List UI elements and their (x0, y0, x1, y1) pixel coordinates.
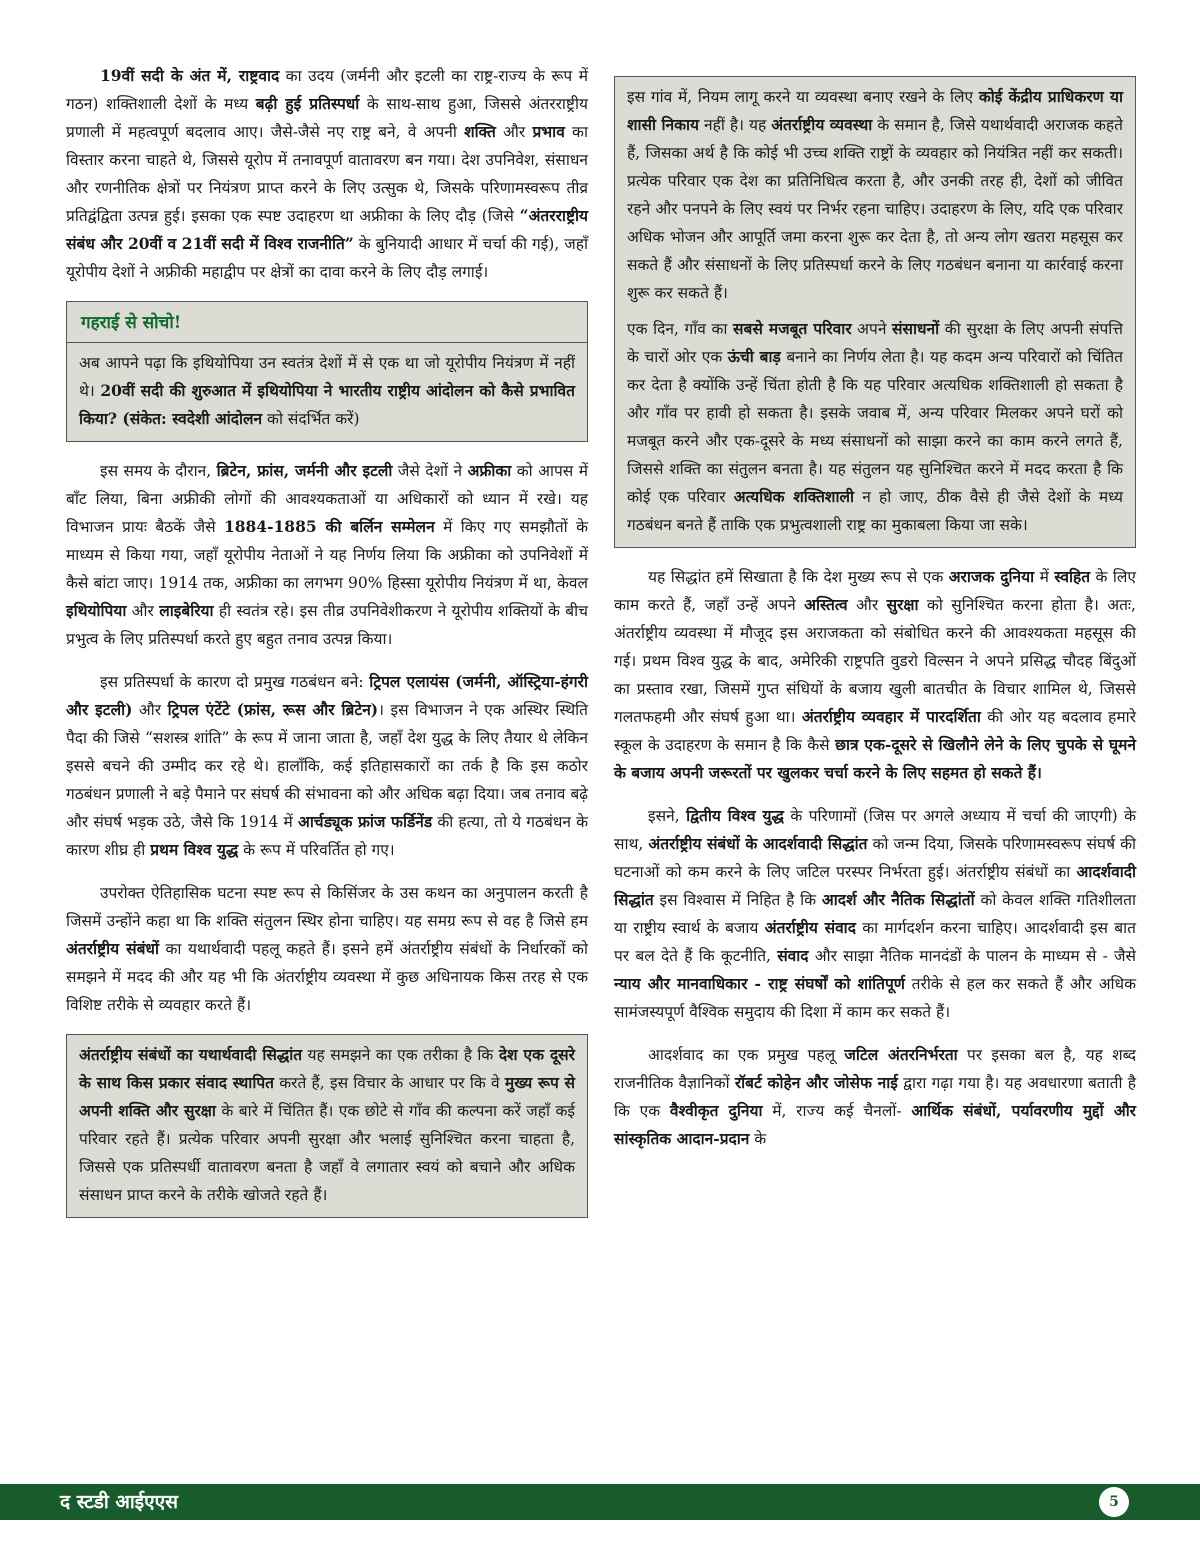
bold-phrase: आदर्श और नैतिक सिद्धांतों (821, 890, 975, 909)
bold-phrase: ट्रिपल एंटेंटे (फ्रांस, रूस और ब्रिटेन) (167, 700, 379, 719)
para-interdependence (614, 1041, 1136, 1153)
bold-phrase: अंतर्राष्ट्रीय संबंधों (66, 939, 159, 958)
bold-phrase: शक्ति (464, 122, 496, 141)
para-kissinger (66, 879, 588, 1019)
bold-phrase: अस्तित्व (804, 595, 848, 614)
para-africa-partition (66, 457, 588, 653)
text-run: और (847, 596, 887, 614)
left-column (66, 62, 588, 1233)
text-run: न हो जाए, ठीक वैसे ही जैसे देशों के मध्य गठबंधन बनते हैं ताकि एक प्रभुत्वशाली राष्ट्र का मुकाबला किया जा सके। (627, 488, 1124, 534)
text-run: इस समय के दौरान, (100, 462, 217, 480)
text-run: और साझा नैतिक मानदंडों के पालन के माध्यम से - जैसे (808, 947, 1137, 965)
bold-phrase: आर्थिक संबंधों, पर्यावरणीय मुद्दों और सांस्कृतिक आदान-प्रदान (614, 1101, 1137, 1148)
bold-phrase: न्याय और मानवाधिकार - राष्ट्र संघर्षों को शांतिपूर्ण (614, 974, 905, 993)
bold-phrase: सबसे मजबूत परिवार (733, 319, 852, 338)
text-run: की ओर यह बदलाव हमारे स्कूल के उदाहरण के समान है कि कैसे (614, 708, 1136, 754)
text-run: एक दिन, गाँव का (627, 320, 733, 338)
text-run: इस प्रतिस्पर्धा के कारण दो प्रमुख गठबंधन बने: (100, 673, 370, 691)
bold-phrase: 20वीं सदी की शुरुआत में इथियोपिया ने भारतीय राष्ट्रीय आंदोलन को कैसे प्रभावित किया? (संकेत: स्वदेशी आंदोलन (79, 381, 575, 428)
para-alliances (66, 668, 588, 864)
text-run: इसने, (648, 807, 687, 825)
text-run: यह समझने का एक तरीका है कि (302, 1046, 499, 1064)
page-number: 5 (1099, 1487, 1129, 1517)
footer-bar (0, 1484, 1200, 1520)
bold-phrase: अंतर्राष्ट्रीय व्यवस्था (771, 115, 873, 134)
text-run: द्वारा गढ़ा गया है। यह अवधारणा बताती है कि एक (614, 1074, 1136, 1120)
think-deeper-title: गहराई से सोचो! (67, 308, 587, 343)
bold-phrase: ब्रिटेन, फ्रांस, जर्मनी और इटली (216, 461, 393, 480)
bold-phrase: आदर्शवादी सिद्धांत (614, 862, 1136, 909)
village-para-1 (627, 83, 1123, 307)
text-run: के (749, 1130, 767, 1148)
bold-phrase: आर्चड्यूक फ्रांज फर्डिनेंड (297, 812, 433, 831)
village-analogy-box (614, 76, 1136, 548)
text-run: अपने (851, 320, 893, 338)
text-run: का उदय (जर्मनी और इटली का राष्ट्र-राज्य के रूप में गठन) शक्तिशाली देशों के मध्य (66, 67, 588, 113)
text-run: के बारे में चिंतित हैं। एक छोटे से गाँव की कल्पना करें जहाँ कई परिवार रहते हैं। प्रत्येक परिवार अपनी सुरक्षा और भलाई सुनिश्चित करना चाहता है, जिससे एक प्रतिस्पर्धी वातावरण बनता है जहाँ वे लगातार स्वयं को बचाने और अधिक संसाधन प्राप्त करने के तरीके खोजते रहते हैं। (79, 1102, 575, 1204)
bold-phrase: संवाद (777, 946, 809, 965)
text-run: की हत्या, तो ये गठबंधन के कारण शीघ्र ही (66, 813, 588, 859)
bold-phrase: सुरक्षा (886, 595, 919, 614)
think-deeper-box (66, 301, 588, 442)
text-run: इस गांव में, नियम लागू करने या व्यवस्था बनाए रखने के लिए (627, 88, 979, 106)
bold-phrase: कोई केंद्रीय प्राधिकरण या शासी निकाय (627, 87, 1123, 134)
text-run: करते हैं, इस विचार के आधार पर कि वे (273, 1074, 505, 1092)
text-run: का मार्गदर्शन करना चाहिए। आदर्शवादी इस बात पर बल देते हैं कि कूटनीति, (614, 919, 1136, 965)
bold-phrase: इथियोपिया (66, 601, 127, 620)
bold-phrase: लाइबेरिया (159, 601, 214, 620)
text-run: नहीं है। यह (699, 116, 772, 134)
text-run: को संदर्भित करें) (262, 410, 360, 428)
text-run: और (132, 701, 168, 719)
bold-phrase: द्वितीय विश्व युद्ध (686, 806, 784, 825)
para-anarchy (614, 563, 1136, 787)
bold-phrase: रॉबर्ट कोहेन और जोसेफ नाई (734, 1073, 898, 1092)
bold-phrase: अराजक दुनिया (948, 567, 1035, 586)
text-run: के लिए काम करते हैं, जहाँ उन्हें अपने (614, 568, 1137, 614)
bold-phrase: मुख्य रूप से अपनी शक्ति और सुरक्षा (79, 1073, 575, 1120)
text-run: के साथ-साथ हुआ, जिससे अंतरराष्ट्रीय प्रणाली में महत्वपूर्ण बदलाव आए। जैसे-जैसे नए राष्ट्र बने, वे अपनी (66, 95, 588, 141)
text-run: में किए गए समझौतों के माध्यम से किया गया, जहाँ यूरोपीय नेताओं ने यह निर्णय लिया कि अफ्रीका को उपनिवेशों में कैसे बांटा जाए। 1914 तक, अफ्रीका का लगभग 90% हिस्सा यूरोपीय नियंत्रण में था, केवल (66, 518, 588, 592)
text-run: । इस विभाजन ने एक अस्थिर स्थिति पैदा की जिसे “सशस्त्र शांति” के रूप में जाना जाता है, जहाँ देश युद्ध के लिए तैयार थे लेकिन इससे बचने की उम्मीद कर रहे थे। हालाँकि, कई इतिहासकारों का तर्क है कि इस कठोर गठबंधन प्रणाली ने बड़े पैमाने पर संघर्ष की संभावना को और अधिक बढ़ा दिया। जब तनाव बढ़े और संघर्ष भड़क उठे, जैसे कि 1914 में (66, 701, 588, 831)
text-run: और (495, 123, 533, 141)
text-run: आदर्शवाद का एक प्रमुख पहलू (648, 1046, 845, 1064)
bold-phrase: अंतर्राष्ट्रीय व्यवहार में पारदर्शिता (801, 707, 981, 726)
village-para-2 (627, 315, 1123, 539)
text-run: का यथार्थवादी पहलू कहते हैं। इसने हमें अंतर्राष्ट्रीय संबंधों के निर्धारकों को समझने में मदद की और यह भी कि अंतर्राष्ट्रीय व्यवस्था में कुछ अधिनायक किस तरह से एक विशिष्ट तरीके से व्यवहार करते हैं। (66, 940, 588, 1014)
text-run: के रूप में परिवर्तित हो गए। (238, 841, 395, 859)
bold-phrase: ऊंची बाड़ (727, 347, 781, 366)
bold-phrase: प्रभाव (532, 122, 565, 141)
bold-phrase: बढ़ी हुई प्रतिस्पर्धा (255, 94, 360, 113)
text-run: अब आपने पढ़ा कि इथियोपिया उन स्वतंत्र देशों में से एक था जो यूरोपीय नियंत्रण में नहीं थे। (79, 354, 575, 400)
right-column (614, 62, 1136, 1168)
bold-phrase: स्वहित (1054, 567, 1091, 586)
text-run: और (126, 602, 160, 620)
text-run: यह सिद्धांत हमें सिखाता है कि देश मुख्य रूप से एक (648, 568, 949, 586)
text-run: जैसे देशों ने (392, 462, 468, 480)
realist-theory-box (66, 1034, 588, 1218)
para-nationalism (66, 62, 588, 286)
think-deeper-body (79, 349, 575, 433)
text-run: बनाने का निर्णय लेता है। यह कदम अन्य परिवारों को चिंतित कर देता है क्योंकि उन्हें चिंता होती है कि यह परिवार अत्यधिक शक्तिशाली हो सकता है और गाँव पर हावी हो सकता है। इसके जवाब में, अन्य परिवार मिलकर अपने घरों को मजबूत करने और एक-दूसरे के मध्य संसाधनों को साझा करने का काम करने लगते हैं, जिससे शक्ति का संतुलन बनता है। यह संतुलन यह सुनिश्चित करने में मदद करता है कि कोई एक परिवार (627, 348, 1123, 506)
text-run: के बुनियादी आधार में चर्चा की गई), जहाँ यूरोपीय देशों ने अफ्रीकी महाद्वीप पर क्षेत्रों का दावा करने के लिए दौड़ लगाई। (66, 235, 588, 281)
text-run: के समान है, जिसे यथार्थवादी अराजक कहते हैं, जिसका अर्थ है कि कोई भी उच्च शक्ति राष्ट्रों के व्यवहार को नियंत्रित नहीं कर सकती। प्रत्येक परिवार एक देश का प्रतिनिधित्व करता है, और उनकी तरह ही, देशों को जीवित रहने और पनपने के लिए स्वयं पर निर्भर रहना चाहिए। उदाहरण के लिए, यदि एक परिवार अधिक भोजन और आपूर्ति जमा करना शुरू कर देता है, तो अन्य लोग खतरा महसूस कर सकते हैं और संसाधनों के लिए प्रतिस्पर्धा करने के लिए गठबंधन बनाना या कार्रवाई करना शुरू कर सकते हैं। (627, 116, 1123, 302)
text-run: का विस्तार करना चाहते थे, जिससे यूरोप में तनावपूर्ण वातावरण बन गया। देश उपनिवेश, संसाधन और रणनीतिक क्षेत्रों पर नियंत्रण प्राप्त करने के लिए उत्सुक थे, जिसके परिणामस्वरूप तीव्र प्रतिद्वंद्विता उत्पन्न हुई। इसका एक स्पष्ट उदाहरण था अफ्रीका के लिए दौड़ (जिसे (66, 123, 588, 225)
bold-phrase: ट्रिपल एलायंस (जर्मनी, ऑस्ट्रिया-हंगरी और इटली) (66, 672, 588, 719)
bold-phrase: छात्र एक-दूसरे से खिलौने लेने के लिए चुपके से घूमने के बजाय अपनी जरूरतों पर खुलकर चर्चा करने के लिए सहमत हो सकते हैं। (614, 735, 1136, 782)
text-run: को केवल शक्ति गतिशीलता या राष्ट्रीय स्वार्थ के बजाय (614, 891, 1136, 937)
bold-phrase: अंतर्राष्ट्रीय संवाद (764, 918, 856, 937)
text-run: ही स्वतंत्र रहे। इस तीव्र उपनिवेशीकरण ने यूरोपीय शक्तियों के बीच प्रभुत्व के लिए प्रतिस्पर्धा करते हुए बहुत तनाव उत्पन्न किया। (66, 602, 588, 648)
bold-phrase: अंतर्राष्ट्रीय संबंधों के आदर्शवादी सिद्धांत (648, 834, 868, 853)
text-run: उपरोक्त ऐतिहासिक घटना स्पष्ट रूप से किसिंजर के उस कथन का अनुपालन करती है जिसमें उन्होंने कहा था कि शक्ति संतुलन स्थिर होना चाहिए। यह समग्र रूप से वह है जिसे हम (66, 884, 588, 930)
bold-phrase: प्रथम विश्व युद्ध (150, 840, 239, 859)
bold-phrase: अंतर्राष्ट्रीय संबंधों का यथार्थवादी सिद्धांत (79, 1045, 303, 1064)
text-run: इस विश्वास में निहित है कि (653, 891, 822, 909)
bold-phrase: देश एक दूसरे के साथ किस प्रकार संवाद स्थापित (79, 1045, 575, 1092)
realist-theory-body (79, 1041, 575, 1209)
bold-phrase: अत्यधिक शक्तिशाली (733, 487, 855, 506)
bold-phrase: 19वीं सदी के अंत में, राष्ट्रवाद (100, 66, 280, 85)
bold-phrase: अफ्रीका (467, 461, 512, 480)
text-run: में (1034, 568, 1055, 586)
bold-phrase: “अंतरराष्ट्रीय संबंध और 20वीं व 21वीं सदी में विश्व राजनीति” (66, 206, 588, 253)
publisher-name: द स्टडी आईएएस (60, 1491, 178, 1513)
text-run: को जन्म दिया, जिसके परिणामस्वरूप संघर्ष की घटनाओं को कम करने के लिए जटिल परस्पर निर्भरता हुई। अंतर्राष्ट्रीय संबंधों का (614, 835, 1136, 881)
text-run: के परिणामों (जिस पर अगले अध्याय में चर्चा की जाएगी) के साथ, (614, 807, 1137, 853)
para-idealist-theory (614, 802, 1136, 1026)
text-run: पर इसका बल है, यह शब्द राजनीतिक वैज्ञानिकों (614, 1046, 1136, 1092)
text-run: की सुरक्षा के लिए अपनी संपत्ति के चारों ओर एक (627, 320, 1123, 366)
bold-phrase: संसाधनों (892, 319, 940, 338)
text-run: में, राज्य कई चैनलों- (762, 1102, 912, 1120)
bold-phrase: वैश्वीकृत दुनिया (669, 1101, 763, 1120)
text-run: को आपस में बाँट लिया, बिना अफ्रीकी लोगों की आवश्यकताओं या अधिकारों को ध्यान में रखे। यह विभाजन प्रायः बैठकें जैसे (66, 462, 588, 536)
bold-phrase: 1884-1885 की बर्लिन सम्मेलन (223, 517, 435, 536)
text-run: को सुनिश्चित करना होता है। अतः, अंतर्राष्ट्रीय व्यवस्था में मौजूद इस अराजकता को संबोधित करने की आवश्यकता महसूस की गई। प्रथम विश्व युद्ध के बाद, अमेरिकी राष्ट्रपति वुडरो विल्सन ने अपने प्रसिद्ध चौदह बिंदुओं का प्रस्ताव रखा, जिसमें गुप्त संधियों के बजाय खुली बातचीत के विचार शामिल थे, जिससे गलतफहमी और संघर्ष हुआ था। (614, 596, 1136, 726)
bold-phrase: जटिल अंतरनिर्भरता (844, 1045, 958, 1064)
text-run: तरीके से हल कर सकते हैं और अधिक सामंजस्यपूर्ण वैश्विक समुदाय की दिशा में काम कर सकते हैं। (614, 975, 1136, 1021)
